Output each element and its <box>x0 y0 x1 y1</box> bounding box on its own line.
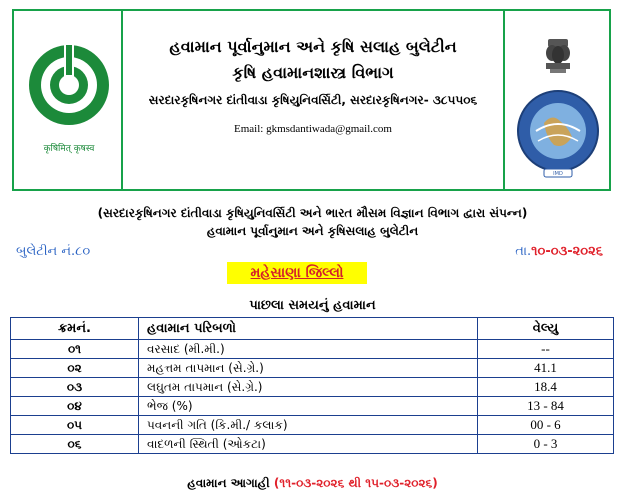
bulletin-number: બુલેટીન નં.૮૦ <box>16 244 91 259</box>
forecast-label: હવામાન આગાહી <box>187 476 270 490</box>
table-header-row <box>11 318 614 340</box>
table-row <box>11 378 614 397</box>
email-text: Email: gkmsdantiwada@gmail.com <box>234 123 392 135</box>
imd-emblem-icon <box>508 33 608 183</box>
row-value: 13 - 84 <box>478 397 614 416</box>
row-value: 0 - 3 <box>478 435 614 454</box>
forecast-date-range: (૧૧-૦૩-૨૦૨૬ થી ૧૫-૦૩-૨૦૨૬) <box>273 476 438 490</box>
row-value: 00 - 6 <box>478 416 614 435</box>
table-row <box>11 416 614 435</box>
header-serial: ક્રમનં. <box>11 318 139 340</box>
imd-emblem-text: IMD <box>553 171 563 177</box>
row-value: -- <box>478 340 614 359</box>
table-row <box>11 340 614 359</box>
bulletin-title: હવામાન પૂર્વાનુમાન અને કૃષિ સલાહ બુલેટીન <box>169 37 457 56</box>
joint-organizers-line: (સરદારકૃષિનગર દાંતીવાડા કૃષિયુનિવર્સિટી અને ભારત મૌસમ વિજ્ઞાન વિભાગ દ્વારા સંપન્ન) <box>97 206 528 220</box>
row-value: 41.1 <box>478 359 614 378</box>
bulletin-date-prefix: તા. <box>515 244 532 259</box>
past-weather-table <box>10 317 614 454</box>
row-value: 18.4 <box>478 378 614 397</box>
bulletin-date <box>515 244 603 259</box>
table-row <box>11 397 614 416</box>
forecast-heading <box>0 476 625 491</box>
department-title: કૃષિ હવામાનશાસ્ત્ર વિભાગ <box>232 63 394 82</box>
row-parameter: વાદળની સ્થિતી (ઓકટા) <box>139 435 478 454</box>
row-parameter: મહત્તમ તાપમાન (સે.ગ્રે.) <box>139 359 478 378</box>
header-value: વેલ્યુ <box>478 318 614 340</box>
row-parameter: પવનની ગતિ (કિ.મી./ કલાક) <box>139 416 478 435</box>
logo-motto: कृषिमित् कृषस्व <box>43 144 95 154</box>
bulletin-header <box>12 9 611 191</box>
row-parameter: ભેજ (%) <box>139 397 478 416</box>
district-label: મહેસાણા જિલ્લો <box>227 262 367 284</box>
row-serial: ૦૫ <box>11 416 139 435</box>
row-serial: ૦૬ <box>11 435 139 454</box>
bulletin-subtitle: હવામાન પૂર્વાનુમાન અને કૃષિસલાહ બુલેટીન <box>206 224 419 238</box>
bulletin-date-value: ૧૦-૦૩-૨૦૨૬ <box>531 244 603 259</box>
university-address: સરદારકૃષિનગર દાંતીવાડા કૃષિયુનિવર્સિટી, સરદારકૃષિનગર- ૩૮૫૫૦૬ <box>148 93 478 107</box>
university-logo-icon <box>26 39 112 167</box>
row-parameter: વરસાદ (મી.મી.) <box>139 340 478 359</box>
header-divider-left <box>121 11 123 189</box>
row-serial: ૦૨ <box>11 359 139 378</box>
table-row <box>11 359 614 378</box>
past-weather-title: પાછલા સમયનું હવામાન <box>249 298 376 313</box>
header-divider-right <box>503 11 505 189</box>
row-serial: ૦૧ <box>11 340 139 359</box>
row-serial: ૦૪ <box>11 397 139 416</box>
row-parameter: લઘુતમ તાપમાન (સે.ગ્રે.) <box>139 378 478 397</box>
header-parameter: હવામાન પરિબળો <box>139 318 478 340</box>
table-row <box>11 435 614 454</box>
row-serial: ૦૩ <box>11 378 139 397</box>
